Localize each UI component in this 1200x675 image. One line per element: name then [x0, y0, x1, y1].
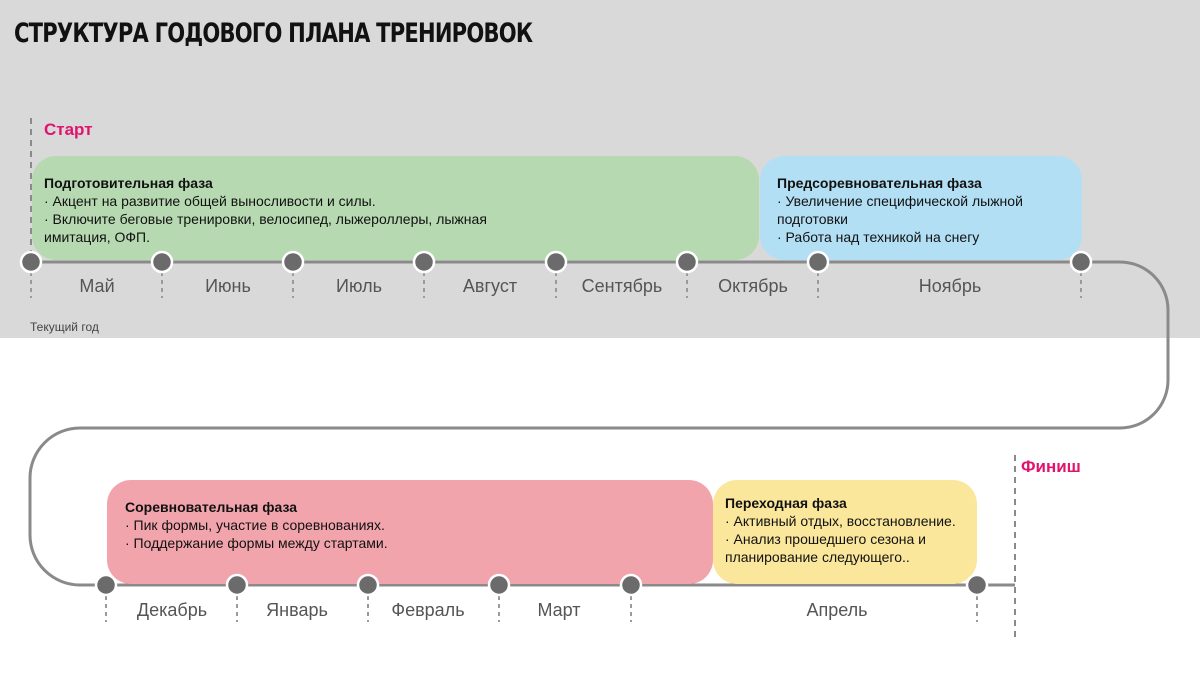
- phase-title: Предсоревновательная фаза: [777, 175, 982, 191]
- phase-bullet: · Увеличение специфической лыжной подготовки: [777, 193, 1023, 227]
- start-label: Старт: [44, 120, 93, 139]
- preparatory-phase: [32, 156, 759, 260]
- current-year-label: Текущий год: [30, 320, 99, 334]
- month-label-may: Май: [79, 276, 115, 296]
- precompetitive-phase: [760, 156, 1082, 260]
- timeline-node: [96, 575, 116, 595]
- phase-bullet: · Включите беговые тренировки, велосипед, лыжероллеры, лыжная имитация, ОФП.: [44, 211, 487, 245]
- phase-bullet: · Активный отдых, восстановление.: [725, 513, 956, 529]
- month-label-july: Июль: [336, 276, 382, 296]
- month-label-april: Апрель: [806, 600, 868, 620]
- transition-phase: [713, 480, 977, 584]
- month-label-november: Ноябрь: [918, 276, 982, 296]
- phase-bullet: · Поддержание формы между стартами.: [125, 535, 388, 551]
- month-label-december: Декабрь: [136, 600, 208, 620]
- phase-bullet: · Акцент на развитие общей выносливости и силы.: [44, 193, 376, 209]
- month-label-june: Июнь: [205, 276, 251, 296]
- phase-bullet: · Пик формы, участие в соревнованиях.: [125, 517, 385, 533]
- month-label-march: Март: [537, 600, 581, 620]
- phase-bullet: · Работа над техникой на снегу: [777, 229, 980, 245]
- finish-label: Финиш: [1021, 457, 1081, 476]
- month-label-january: Январь: [266, 600, 328, 620]
- month-label-october: Октябрь: [718, 276, 788, 296]
- page-title: СТРУКТУРА ГОДОВОГО ПЛАНА ТРЕНИРОВОК: [14, 18, 533, 49]
- competitive-phase: [107, 480, 713, 584]
- phase-title: Переходная фаза: [725, 495, 847, 511]
- month-label-february: Февраль: [391, 600, 465, 620]
- month-label-september: Сентябрь: [581, 276, 663, 296]
- month-label-august: Август: [462, 276, 518, 296]
- phase-title: Соревновательная фаза: [125, 499, 298, 515]
- timeline-node: [967, 575, 987, 595]
- phase-bullet: · Анализ прошедшего сезона и планирование следующего..: [725, 531, 926, 565]
- phase-title: Подготовительная фаза: [44, 175, 213, 191]
